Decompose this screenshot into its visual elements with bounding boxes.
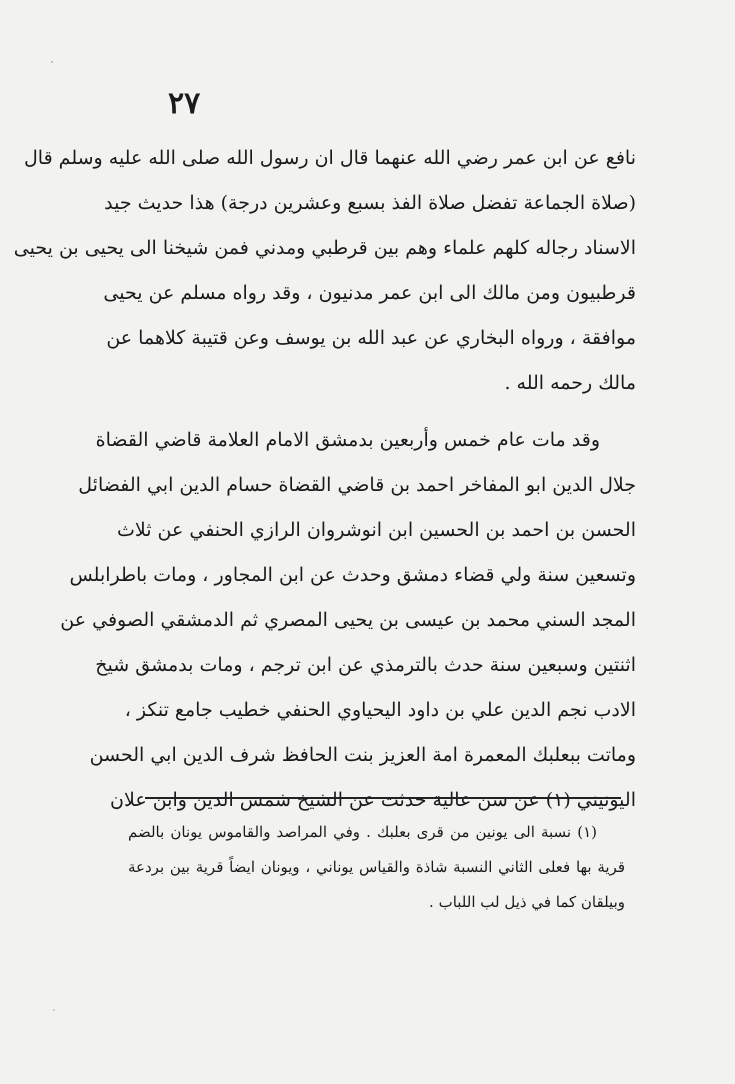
text-line: وتسعين سنة ولي قضاء دمشق وحدث عن ابن المجاور ، ومات باطرابلس	[69, 564, 636, 586]
text-line: جلال الدين ابو المفاخر احمد بن قاضي القضاة حسام الدين ابي الفضائل	[78, 474, 636, 496]
speck	[53, 1009, 55, 1011]
text-line: اثنتين وسبعين سنة حدث بالترمذي عن ابن ترجم ، ومات بدمشق شيخ	[95, 654, 636, 676]
text-line: وماتت ببعلبك المعمرة امة العزيز بنت الحافظ شرف الدين ابي الحسن	[89, 744, 636, 766]
text-line: مالك رحمه الله .	[504, 372, 636, 394]
text-line: الاسناد رجاله كلهم علماء وهم بين قرطبي ومدني فمن شيخنا الى يحيى بن يحيى	[13, 237, 636, 259]
text-line: موافقة ، ورواه البخاري عن عبد الله بن يوسف وعن قتيبة كلاهما عن	[106, 327, 636, 349]
text-line: قرطبيون ومن مالك الى ابن عمر مدنيون ، وقد رواه مسلم عن يحيى	[103, 282, 636, 304]
page-number: ٢٧	[168, 86, 201, 121]
text-line: (صلاة الجماعة تفضل صلاة الفذ بسبع وعشرين درجة) هذا حديث جيد	[104, 192, 636, 214]
footnote-line: (١) نسبة الى يونين من قرى بعلبك . وفي المراصد والقاموس يونان بالضم	[128, 823, 597, 841]
footnote-line: قرية بها فعلى الثاني النسبة شاذة والقياس يوناني ، ويونان ايضاً قرية بين بردعة	[128, 858, 625, 876]
speck	[51, 61, 53, 63]
text-line: الادب نجم الدين علي بن داود اليحياوي الحنفي خطيب جامع تنكز ،	[124, 699, 636, 721]
footnote-line: وبيلقان كما في ذيل لب اللباب .	[429, 893, 625, 911]
text-line: نافع عن ابن عمر رضي الله عنهما قال ان رسول الله صلى الله عليه وسلم قال	[23, 147, 636, 169]
text-line: المجد السني محمد بن عيسى بن يحيى المصري ثم الدمشقي الصوفي عن	[60, 609, 636, 631]
text-line: الحسن بن احمد بن الحسين ابن انوشروان الرازي الحنفي عن ثلاث	[116, 519, 636, 541]
text-line: اليونيني (١) عن سن عالية حدثت عن الشيخ شمس الدين وابن علان	[110, 789, 636, 811]
text-line: وقد مات عام خمس وأربعين بدمشق الامام العلامة قاضي القضاة	[95, 429, 600, 451]
